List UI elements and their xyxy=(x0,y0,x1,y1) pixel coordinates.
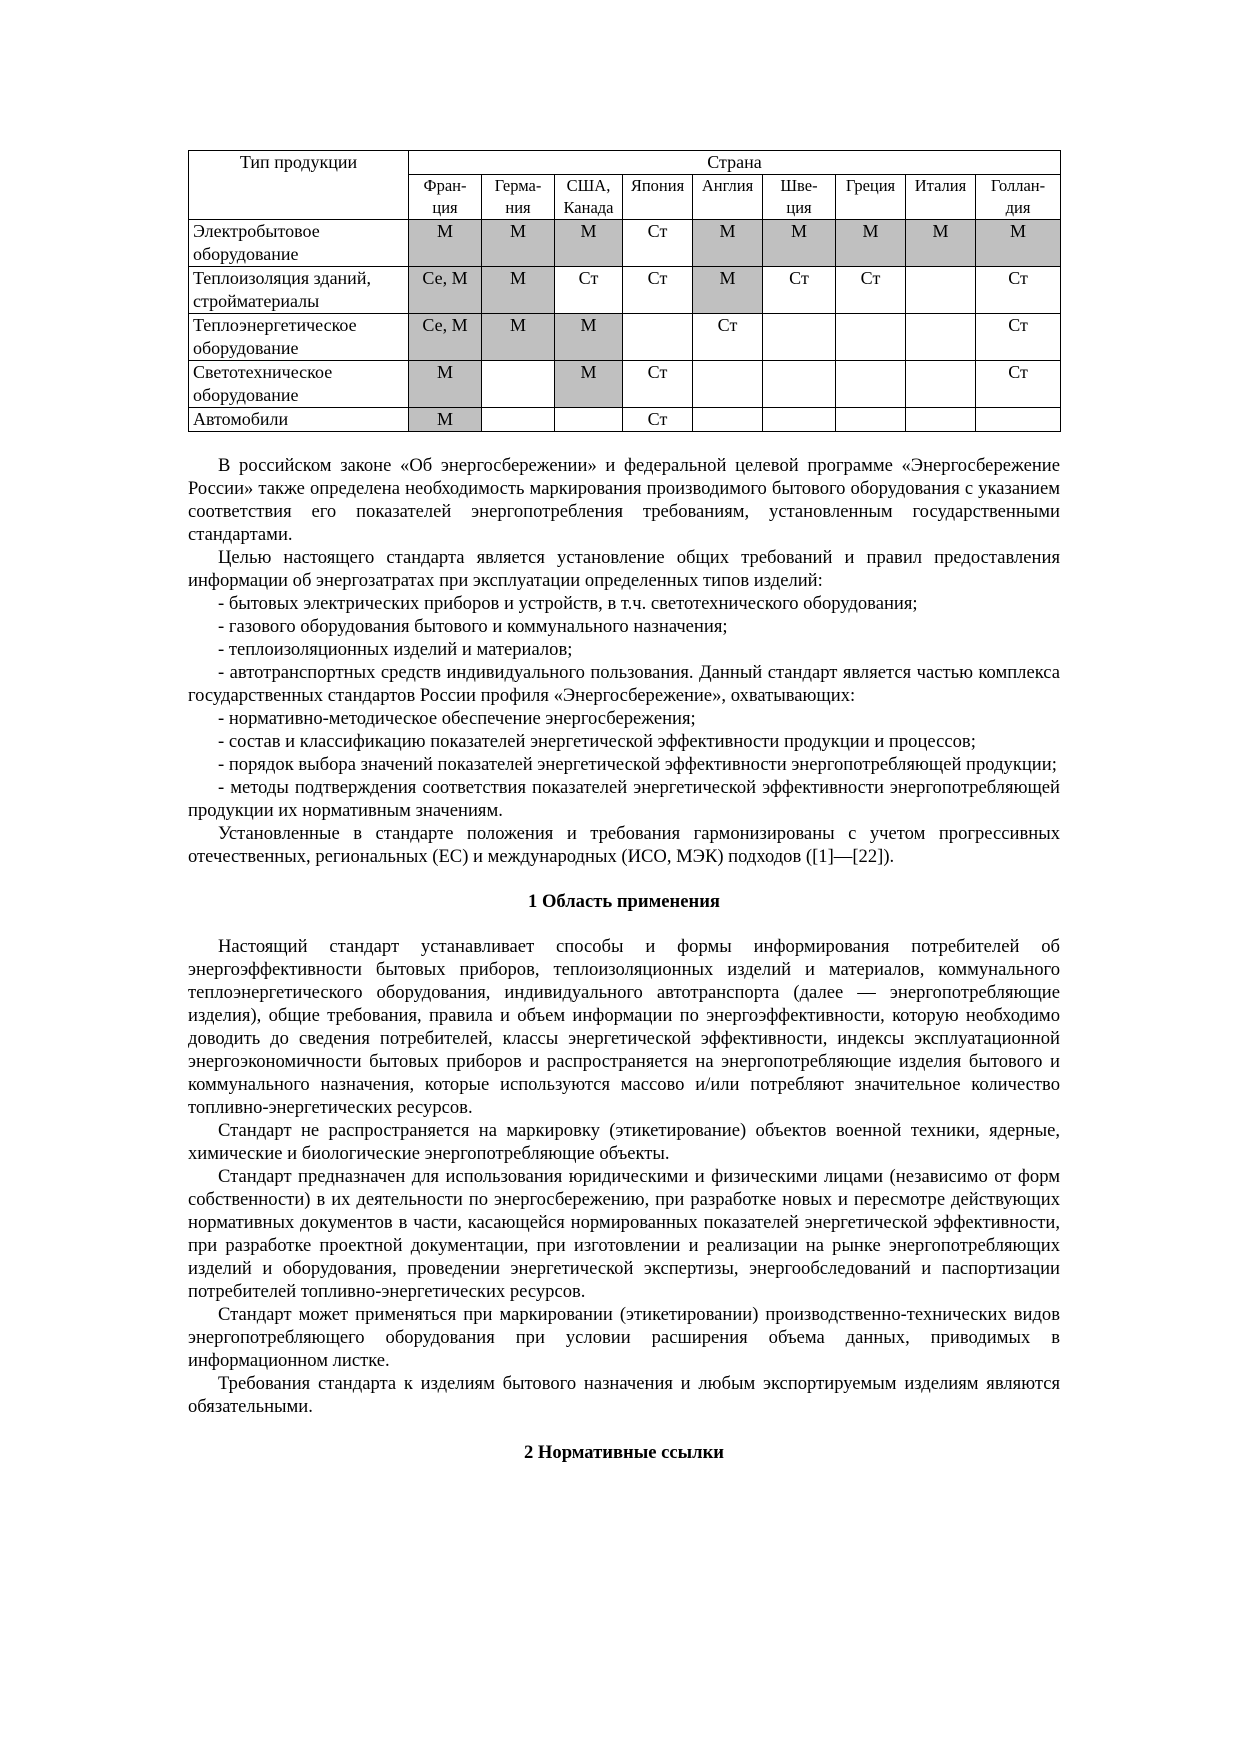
table-cell: М xyxy=(906,220,976,267)
product-type-cell: Автомобили xyxy=(189,408,409,432)
table-cell xyxy=(693,361,763,408)
document-page xyxy=(188,150,1060,1464)
table-cell: Ст xyxy=(555,267,623,314)
table-cell: Ст xyxy=(693,314,763,361)
table-cell: Се, М xyxy=(409,267,482,314)
paragraph: Установленные в стандарте положения и требования гармонизированы с учетом прогрессивных отечественных, региональных (ЕС) и международных (ИСО, МЭК) подходов ([1]—[22]). xyxy=(188,823,1060,867)
paragraph: - газового оборудования бытового и коммунального назначения; xyxy=(218,616,728,637)
table-row xyxy=(189,361,1061,408)
table-cell xyxy=(836,408,906,432)
country-header: Шве- ция xyxy=(763,175,836,220)
country-header: США, Канада xyxy=(555,175,623,220)
table-cell xyxy=(906,361,976,408)
country-header: Голлан- дия xyxy=(976,175,1061,220)
table-cell: М xyxy=(555,314,623,361)
table-cell xyxy=(763,408,836,432)
table-cell: Ст xyxy=(976,267,1061,314)
table-cell: Се, М xyxy=(409,314,482,361)
table-cell: М xyxy=(693,267,763,314)
paragraph: Стандарт не распространяется на маркировку (этикетирование) объектов военной техники, ядерные, химические и биологические энергопотребляющие объекты. xyxy=(188,1120,1060,1164)
table-cell xyxy=(836,314,906,361)
table-cell xyxy=(906,408,976,432)
table-cell: М xyxy=(409,408,482,432)
paragraph: - автотранспортных средств индивидуального пользования. Данный стандарт является частью комплекса государственных стандартов России профиля «Энергосбережение», охватывающих: xyxy=(188,662,1060,706)
table-cell: М xyxy=(482,267,555,314)
paragraph: Требования стандарта к изделиям бытового назначения и любым экспортируемым изделиям являются обязательными. xyxy=(188,1373,1060,1417)
table-cell: М xyxy=(409,361,482,408)
table-cell xyxy=(906,314,976,361)
table-cell xyxy=(482,408,555,432)
paragraph: В российском законе «Об энергосбережении» и федеральной целевой программе «Энергосбережение России» также определена необходимость маркирования производимого бытового оборудования с указанием соответствия его показателей энергопотребления требованиям, установленным государственными стандартами. xyxy=(188,455,1060,545)
table-cell: М xyxy=(482,220,555,267)
table-cell: М xyxy=(555,361,623,408)
table-cell: М xyxy=(409,220,482,267)
paragraph: Настоящий стандарт устанавливает способы и формы информирования потребителей об энергоэффективности бытовых приборов, теплоизоляционных изделий и материалов, коммунального теплоэнергетического оборудования, индивидуального автотранспорта (далее — энергопотребляющие изделия), общие требования, правила и объем информации по энергоэффективности, которую необходимо доводить до сведения потребителей, классы энергетической эффективности, индексы эксплуатационной энергоэкономичности бытовых приборов и распространяется на энергопотребляющие изделия бытового и коммунального назначения, которые используются массово и/или потребляют значительное количество топливно-энергетических ресурсов. xyxy=(188,936,1060,1118)
table-cell xyxy=(836,361,906,408)
table-cell xyxy=(623,314,693,361)
paragraph: - нормативно-методическое обеспечение энергосбережения; xyxy=(218,708,696,729)
paragraph: - методы подтверждения соответствия показателей энергетической эффективности энергопотребляющей продукции их нормативным значениям. xyxy=(188,777,1060,821)
table-cell: Ст xyxy=(623,220,693,267)
paragraph: - теплоизоляционных изделий и материалов; xyxy=(218,639,573,660)
table-cell: М xyxy=(763,220,836,267)
table-cell xyxy=(906,267,976,314)
country-header: Англия xyxy=(693,175,763,220)
table-cell: Ст xyxy=(623,361,693,408)
table-cell: М xyxy=(482,314,555,361)
paragraph: Целью настоящего стандарта является установление общих требований и правил предоставления информации об энергозатратах при эксплуатации определенных типов изделий: xyxy=(188,547,1060,591)
table-row xyxy=(189,267,1061,314)
product-type-cell: Электробытовое оборудование xyxy=(189,220,409,267)
header-product-type: Тип продукции xyxy=(189,151,409,220)
table-cell: Ст xyxy=(976,314,1061,361)
paragraph: - состав и классификацию показателей энергетической эффективности продукции и процессов; xyxy=(218,731,976,752)
section-2-title: 2 Нормативные ссылки xyxy=(523,1442,725,1463)
product-type-cell: Светотехническое оборудование xyxy=(189,361,409,408)
intro-text xyxy=(188,454,1060,868)
table-cell: Ст xyxy=(976,361,1061,408)
table-row xyxy=(189,314,1061,361)
country-header: Герма- ния xyxy=(482,175,555,220)
country-header: Греция xyxy=(836,175,906,220)
section-1-title: 1 Область применения xyxy=(528,891,720,912)
table-cell xyxy=(976,408,1061,432)
table-cell: Ст xyxy=(623,267,693,314)
country-header: Фран- ция xyxy=(409,175,482,220)
section-1-body xyxy=(188,935,1060,1418)
paragraph: - порядок выбора значений показателей энергетической эффективности энергопотребляющей продукции; xyxy=(218,754,1057,775)
table-cell: М xyxy=(976,220,1061,267)
table-cell xyxy=(555,408,623,432)
paragraph: - бытовых электрических приборов и устройств, в т.ч. светотехнического оборудования; xyxy=(218,593,918,614)
header-country: Страна xyxy=(409,151,1061,175)
product-type-cell: Теплоизоляция зданий, стройматериалы xyxy=(189,267,409,314)
country-labeling-table xyxy=(188,150,1061,432)
table-cell xyxy=(763,361,836,408)
paragraph: Стандарт может применяться при маркировании (этикетировании) производственно-технических видов энергопотребляющего оборудования при условии расширения объема данных, приводимых в информационном листке. xyxy=(188,1304,1060,1371)
paragraph: Стандарт предназначен для использования юридическими и физическими лицами (независимо от форм собственности) в их деятельности по энергосбережению, при разработке новых и пересмотре действующих нормативных документов в части, касающейся нормированных показателей энергетической эффективности, при разработке проектной документации, при изготовлении и реализации на рынке энергопотребляющих изделий и оборудования, проведении энергетической экспертизы, энергообследований и паспортизации потребителей топливно-энергетических ресурсов. xyxy=(188,1166,1060,1302)
country-header: Италия xyxy=(906,175,976,220)
table-cell: М xyxy=(836,220,906,267)
table-cell: Ст xyxy=(763,267,836,314)
table-cell: М xyxy=(693,220,763,267)
table-cell xyxy=(482,361,555,408)
table-row xyxy=(189,408,1061,432)
table-cell: Ст xyxy=(623,408,693,432)
table-cell xyxy=(693,408,763,432)
table-cell: М xyxy=(555,220,623,267)
product-type-cell: Теплоэнергетическое оборудование xyxy=(189,314,409,361)
table-cell: Ст xyxy=(836,267,906,314)
country-header: Япония xyxy=(623,175,693,220)
table-row xyxy=(189,220,1061,267)
table-cell xyxy=(763,314,836,361)
